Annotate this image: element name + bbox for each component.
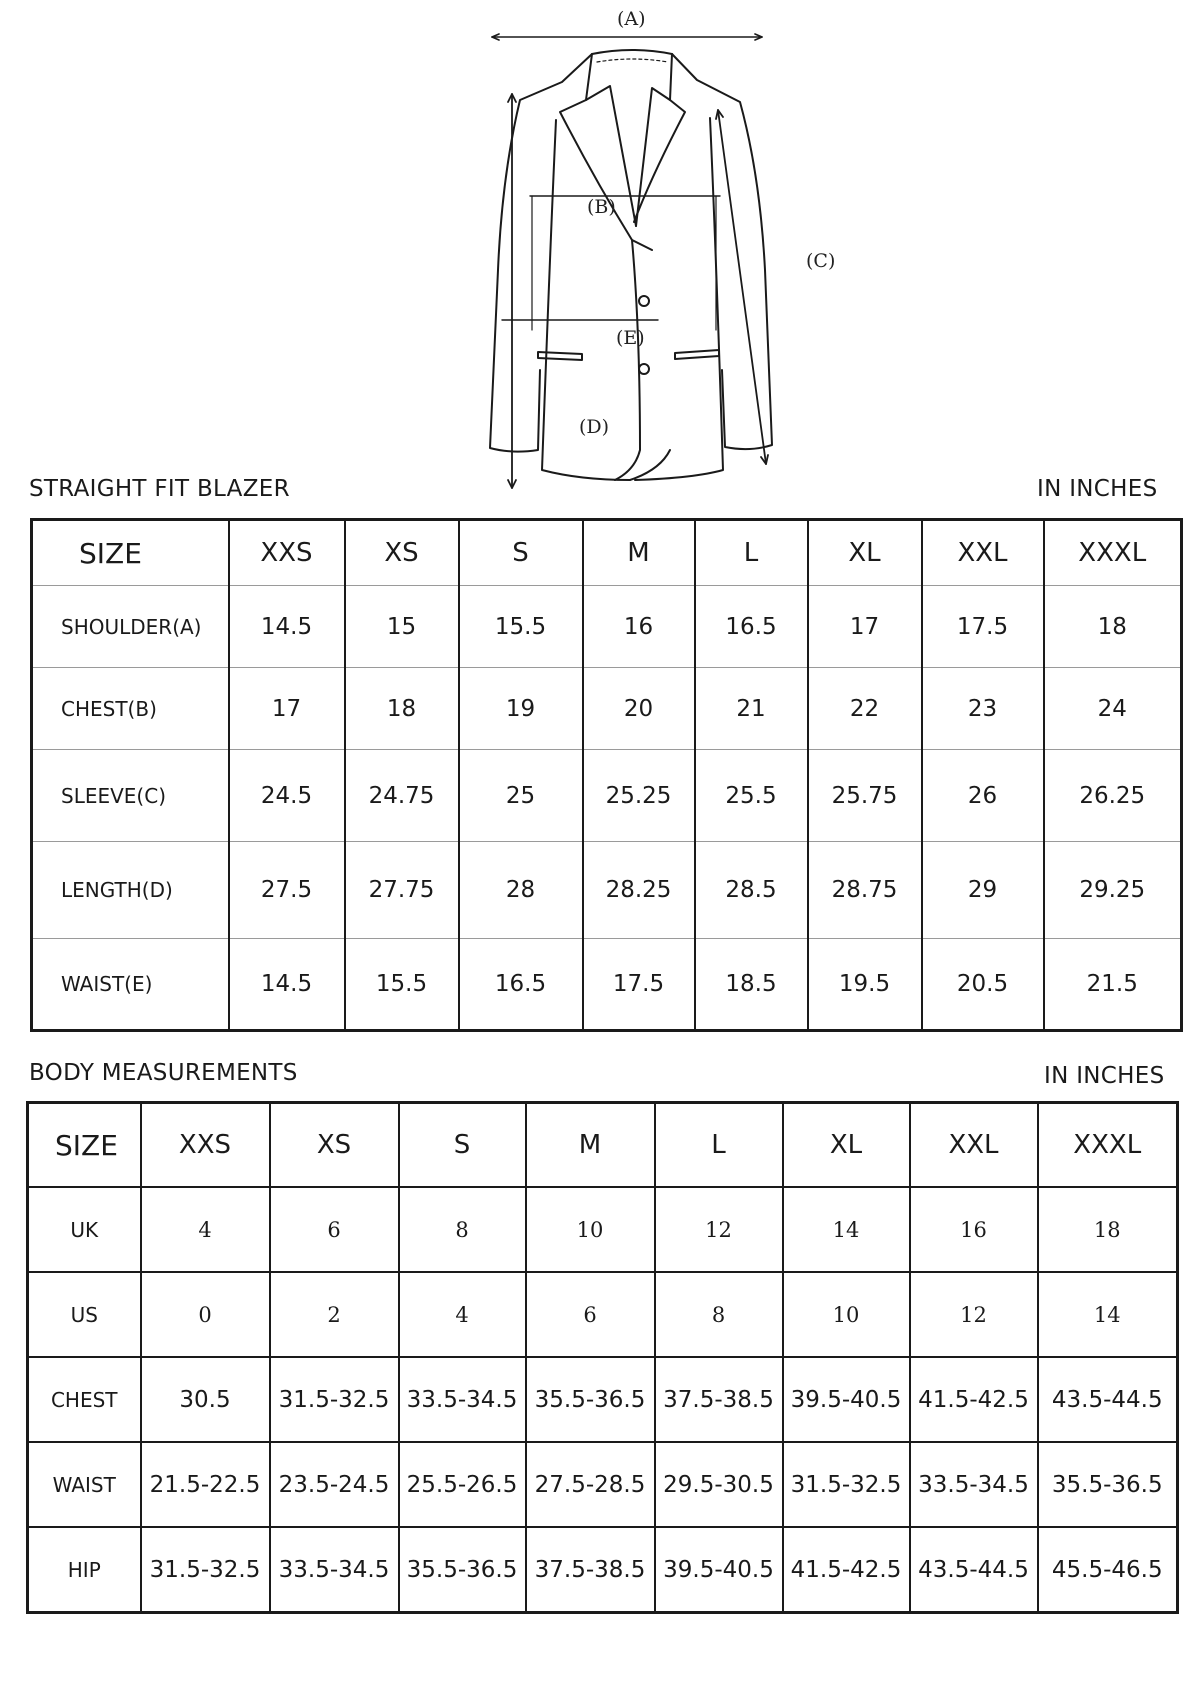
table-cell: 16.5 [459, 939, 583, 1031]
row-label: WAIST [28, 1442, 141, 1527]
table-row [32, 668, 1182, 750]
left-lapel [560, 54, 652, 250]
table-cell: 28.5 [695, 842, 808, 939]
table-row [32, 586, 1182, 668]
table-cell: 25 [459, 750, 583, 842]
table-cell: 39.5-40.5 [655, 1527, 783, 1613]
table-cell: 20.5 [922, 939, 1044, 1031]
size-column-header: XL [783, 1103, 910, 1188]
size-column-header: S [459, 520, 583, 586]
table-cell: 25.75 [808, 750, 922, 842]
button-top [639, 296, 649, 306]
table-cell: 15 [345, 586, 459, 668]
row-label: SHOULDER(A) [32, 586, 229, 668]
table-row [28, 1357, 1178, 1442]
blazer-sketch [420, 0, 836, 490]
table-cell: 17 [808, 586, 922, 668]
table-cell: 21.5 [1044, 939, 1182, 1031]
table-cell: 12 [910, 1272, 1038, 1357]
table-cell: 22 [808, 668, 922, 750]
size-column-header: M [526, 1103, 655, 1188]
table-cell: 35.5-36.5 [1038, 1442, 1178, 1527]
table-cell: 26.25 [1044, 750, 1182, 842]
table-cell: 18 [1044, 586, 1182, 668]
table-cell: 28.75 [808, 842, 922, 939]
table-cell: 16 [583, 586, 695, 668]
table-cell: 18.5 [695, 939, 808, 1031]
table-cell: 14 [783, 1187, 910, 1272]
table-cell: 39.5-40.5 [783, 1357, 910, 1442]
table-cell: 33.5-34.5 [270, 1527, 399, 1613]
table-cell: 33.5-34.5 [910, 1442, 1038, 1527]
table-row [28, 1442, 1178, 1527]
table-cell: 35.5-36.5 [399, 1527, 526, 1613]
table-row [32, 750, 1182, 842]
table-cell: 6 [526, 1272, 655, 1357]
label-c: (C) [806, 250, 836, 272]
table-cell: 10 [526, 1187, 655, 1272]
row-label: HIP [28, 1527, 141, 1613]
size-column-header: XXXL [1038, 1103, 1178, 1188]
size-column-header: XXS [229, 520, 345, 586]
blazer-diagram [420, 0, 836, 490]
table-cell: 35.5-36.5 [526, 1357, 655, 1442]
table-row [28, 1187, 1178, 1272]
table-cell: 21 [695, 668, 808, 750]
table-cell: 24 [1044, 668, 1182, 750]
table-cell: 4 [141, 1187, 270, 1272]
table-cell: 18 [1038, 1187, 1178, 1272]
right-pocket [675, 350, 719, 359]
table-cell: 29.5-30.5 [655, 1442, 783, 1527]
table-cell: 12 [655, 1187, 783, 1272]
label-b: (B) [587, 196, 616, 218]
table-cell: 29.25 [1044, 842, 1182, 939]
table-cell: 43.5-44.5 [910, 1527, 1038, 1613]
front-edge [615, 240, 640, 480]
body-unit-note: IN INCHES [1044, 1063, 1165, 1089]
row-label: LENGTH(D) [32, 842, 229, 939]
collar [592, 50, 672, 54]
table-row [28, 1527, 1178, 1613]
table-cell: 24.75 [345, 750, 459, 842]
row-label: CHEST(B) [32, 668, 229, 750]
table-cell: 25.5 [695, 750, 808, 842]
left-pocket [538, 352, 582, 360]
table-cell: 15.5 [345, 939, 459, 1031]
table-cell: 23 [922, 668, 1044, 750]
table-cell: 37.5-38.5 [655, 1357, 783, 1442]
row-label: CHEST [28, 1357, 141, 1442]
table-cell: 31.5-32.5 [270, 1357, 399, 1442]
size-column-header: L [655, 1103, 783, 1188]
table-cell: 19.5 [808, 939, 922, 1031]
row-label: UK [28, 1187, 141, 1272]
table-cell: 23.5-24.5 [270, 1442, 399, 1527]
table-cell: 24.5 [229, 750, 345, 842]
table-cell: 37.5-38.5 [526, 1527, 655, 1613]
size-column-header: L [695, 520, 808, 586]
table-row [32, 939, 1182, 1031]
table-cell: 0 [141, 1272, 270, 1357]
table-cell: 4 [399, 1272, 526, 1357]
left-sleeve [490, 54, 592, 452]
size-column-header: XXL [922, 520, 1044, 586]
size-column-header: XL [808, 520, 922, 586]
blazer-table-title: STRAIGHT FIT BLAZER [29, 476, 290, 502]
table-cell: 25.25 [583, 750, 695, 842]
table-cell: 14 [1038, 1272, 1178, 1357]
table-cell: 45.5-46.5 [1038, 1527, 1178, 1613]
row-label: WAIST(E) [32, 939, 229, 1031]
table-cell: 26 [922, 750, 1044, 842]
table-cell: 10 [783, 1272, 910, 1357]
right-sleeve [672, 54, 772, 449]
table-row [32, 842, 1182, 939]
label-e: (E) [616, 327, 645, 349]
table-cell: 25.5-26.5 [399, 1442, 526, 1527]
table-cell: 15.5 [459, 586, 583, 668]
size-column-header: XXS [141, 1103, 270, 1188]
table-cell: 18 [345, 668, 459, 750]
size-column-header: XS [270, 1103, 399, 1188]
table-cell: 16 [910, 1187, 1038, 1272]
header-row [28, 1103, 1178, 1188]
table-cell: 2 [270, 1272, 399, 1357]
label-d: (D) [579, 416, 610, 438]
size-column-header: S [399, 1103, 526, 1188]
table-cell: 17.5 [922, 586, 1044, 668]
table-cell: 43.5-44.5 [1038, 1357, 1178, 1442]
size-column-header: M [583, 520, 695, 586]
size-header: SIZE [79, 536, 142, 570]
table-cell: 20 [583, 668, 695, 750]
label-a: (A) [617, 8, 646, 30]
size-column-header: XS [345, 520, 459, 586]
size-column-header: XXL [910, 1103, 1038, 1188]
table-cell: 14.5 [229, 586, 345, 668]
size-column-header: XXXL [1044, 520, 1182, 586]
body-table-title: BODY MEASUREMENTS [29, 1060, 298, 1086]
table-cell: 31.5-32.5 [783, 1442, 910, 1527]
right-lapel [634, 54, 685, 222]
sleeve-arrow [718, 110, 766, 464]
table-cell: 28 [459, 842, 583, 939]
table-cell: 28.25 [583, 842, 695, 939]
table-cell: 33.5-34.5 [399, 1357, 526, 1442]
row-label: SLEEVE(C) [32, 750, 229, 842]
table-cell: 6 [270, 1187, 399, 1272]
row-label: US [28, 1272, 141, 1357]
table-cell: 19 [459, 668, 583, 750]
table-cell: 21.5-22.5 [141, 1442, 270, 1527]
table-cell: 27.75 [345, 842, 459, 939]
size-header: SIZE [55, 1128, 118, 1162]
table-cell: 16.5 [695, 586, 808, 668]
table-cell: 17.5 [583, 939, 695, 1031]
blazer-unit-note: IN INCHES [1037, 476, 1158, 502]
table-cell: 8 [655, 1272, 783, 1357]
table-cell: 30.5 [141, 1357, 270, 1442]
table-cell: 31.5-32.5 [141, 1527, 270, 1613]
header-row [32, 520, 1182, 586]
body-measurements-table [26, 1101, 1179, 1614]
table-cell: 27.5 [229, 842, 345, 939]
blazer-size-table [30, 518, 1183, 1032]
table-cell: 14.5 [229, 939, 345, 1031]
table-cell: 41.5-42.5 [783, 1527, 910, 1613]
table-cell: 8 [399, 1187, 526, 1272]
table-cell: 17 [229, 668, 345, 750]
table-cell: 41.5-42.5 [910, 1357, 1038, 1442]
table-cell: 29 [922, 842, 1044, 939]
table-row [28, 1272, 1178, 1357]
table-cell: 27.5-28.5 [526, 1442, 655, 1527]
button-bottom [639, 364, 649, 374]
